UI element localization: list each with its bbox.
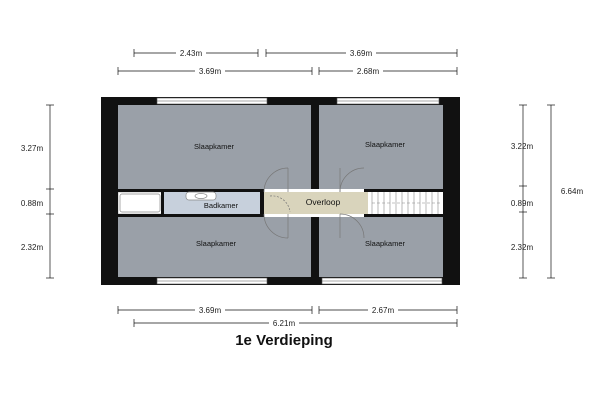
dim-left-bottom: 2.32m [20,243,44,252]
room-label-slaapkamer-bottom-right: Slaapkamer [364,239,406,248]
dim-top-row1-left: 2.43m [179,49,203,58]
room-label-slaapkamer-bottom-left: Slaapkamer [195,239,237,248]
dim-top-row1-right: 3.69m [349,49,373,58]
dim-left-mid: 0.88m [20,199,44,208]
dim-right-mid: 0.89m [510,199,534,208]
dim-right-total: 6.64m [560,187,584,196]
dim-top-row2-left: 3.69m [198,67,222,76]
dim-top-row2-right: 2.68m [356,67,380,76]
dim-right-bottom: 2.32m [510,243,534,252]
dim-bottom-right: 2.67m [371,306,395,315]
room-label-slaapkamer-top-right: Slaapkamer [364,140,406,149]
dim-bottom-total: 6.21m [272,319,296,328]
dim-left-top: 3.27m [20,144,44,153]
floor-title: 1e Verdieping [235,332,333,349]
room-label-badkamer: Badkamer [203,201,239,210]
dim-right-top: 3.22m [510,142,534,151]
room-label-slaapkamer-top-left: Slaapkamer [193,142,235,151]
room-label-overloop: Overloop [305,197,341,207]
dim-bottom-left: 3.69m [198,306,222,315]
